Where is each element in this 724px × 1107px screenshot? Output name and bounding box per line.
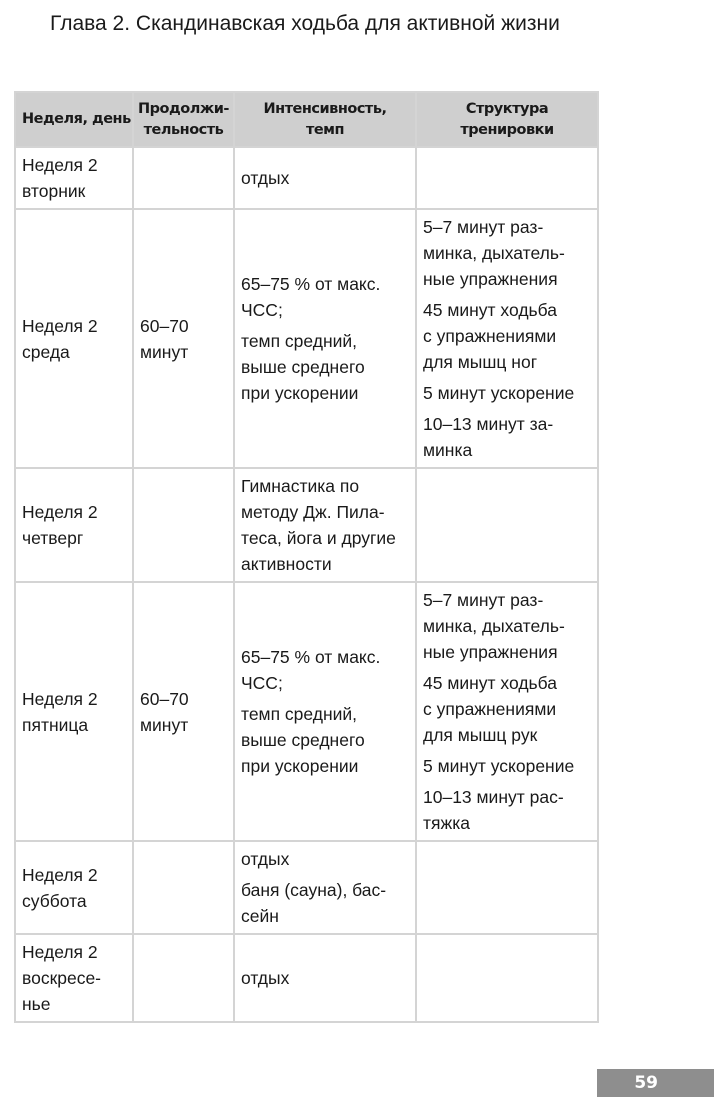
- cell-day: [15, 209, 133, 468]
- cell-line: Неделя 2: [22, 155, 98, 175]
- cell-line: для мышц рук: [423, 725, 538, 745]
- header-duration: Продолжи- тельность: [133, 92, 234, 147]
- table-row: [15, 209, 598, 468]
- cell-paragraph: [423, 587, 593, 665]
- cell-line: сейн: [241, 906, 279, 926]
- cell-paragraph: [423, 670, 593, 748]
- cell-duration: [133, 934, 234, 1022]
- cell-line: тяжка: [423, 813, 470, 833]
- cell-duration: [133, 147, 234, 209]
- cell-line: ЧСС;: [241, 673, 283, 693]
- cell-line: баня (сауна), бас-: [241, 880, 387, 900]
- cell-line: 45 минут ходьба: [423, 673, 558, 693]
- cell-structure: [416, 582, 598, 841]
- cell-paragraph: [241, 328, 411, 406]
- cell-line: ЧСС;: [241, 300, 283, 320]
- cell-paragraph: [241, 877, 411, 929]
- cell-intensity: [234, 468, 416, 582]
- cell-structure: [416, 468, 598, 582]
- cell-line: 65–75 % от макс.: [241, 274, 381, 294]
- cell-duration: [133, 468, 234, 582]
- header-structure: Структура тренировки: [416, 92, 598, 147]
- cell-line: при ускорении: [241, 756, 359, 776]
- cell-line: 5 минут ускорение: [423, 383, 575, 403]
- cell-line: выше среднего: [241, 357, 365, 377]
- header-day: Неделя, день: [15, 92, 133, 147]
- cell-line: минка: [423, 440, 473, 460]
- cell-paragraph: [241, 701, 411, 779]
- cell-line: методу Дж. Пила-: [241, 502, 385, 522]
- cell-line: темп средний,: [241, 704, 358, 724]
- cell-paragraph: [241, 965, 411, 991]
- cell-line: 10–13 минут за-: [423, 414, 554, 434]
- cell-line: Неделя 2: [22, 864, 98, 885]
- table-row: [15, 468, 598, 582]
- cell-line: 5–7 минут раз-: [423, 217, 544, 237]
- cell-line: отдых: [241, 168, 290, 188]
- cell-line: Неделя 2: [22, 315, 98, 336]
- cell-intensity: [234, 209, 416, 468]
- cell-paragraph: [241, 644, 411, 696]
- cell-paragraph: [423, 297, 593, 375]
- cell-paragraph: [423, 411, 593, 463]
- cell-line: отдых: [241, 849, 290, 869]
- cell-line: Неделя 2: [22, 688, 98, 709]
- cell-line: с упражнениями: [423, 326, 557, 346]
- cell-line: воскресе-: [22, 968, 102, 988]
- cell-structure: [416, 147, 598, 209]
- cell-line: минут: [140, 341, 189, 362]
- cell-day: [15, 582, 133, 841]
- cell-line: вторник: [22, 181, 86, 201]
- cell-paragraph: [423, 753, 593, 779]
- cell-line: 5–7 минут раз-: [423, 590, 544, 610]
- cell-intensity: [234, 934, 416, 1022]
- cell-paragraph: [241, 271, 411, 323]
- cell-line: ные упражнения: [423, 642, 558, 662]
- cell-paragraph: [241, 473, 411, 577]
- cell-line: Гимнастика по: [241, 476, 360, 496]
- cell-paragraph: [241, 846, 411, 872]
- cell-day: [15, 841, 133, 934]
- cell-line: среда: [22, 341, 70, 362]
- cell-line: четверг: [22, 528, 84, 548]
- cell-paragraph: [241, 165, 411, 191]
- cell-line: нье: [22, 994, 51, 1014]
- cell-duration: [133, 209, 234, 468]
- cell-line: ные упражнения: [423, 269, 558, 289]
- cell-duration: [133, 841, 234, 934]
- cell-line: 60–70: [140, 688, 189, 709]
- cell-line: пятница: [22, 714, 89, 735]
- cell-structure: [416, 209, 598, 468]
- cell-line: минка, дыхатель-: [423, 616, 565, 636]
- table-row: [15, 147, 598, 209]
- cell-line: Неделя 2: [22, 942, 98, 962]
- cell-line: 45 минут ходьба: [423, 300, 558, 320]
- cell-intensity: [234, 841, 416, 934]
- cell-paragraph: [423, 380, 593, 406]
- cell-line: теса, йога и другие: [241, 528, 396, 548]
- cell-line: активности: [241, 554, 332, 574]
- cell-line: 10–13 минут рас-: [423, 787, 564, 807]
- cell-structure: [416, 934, 598, 1022]
- cell-paragraph: [423, 784, 593, 836]
- cell-paragraph: [423, 214, 593, 292]
- cell-line: Неделя 2: [22, 502, 98, 522]
- page-number: 59: [597, 1069, 714, 1097]
- cell-line: 5 минут ускорение: [423, 756, 575, 776]
- cell-line: для мышц ног: [423, 352, 538, 372]
- table-header-row: [15, 92, 598, 147]
- cell-line: суббота: [22, 890, 87, 911]
- cell-line: отдых: [241, 968, 290, 988]
- cell-line: 60–70: [140, 315, 189, 336]
- cell-line: темп средний,: [241, 331, 358, 351]
- header-intensity: Интенсивность, темп: [234, 92, 416, 147]
- cell-intensity: [234, 147, 416, 209]
- cell-intensity: [234, 582, 416, 841]
- cell-day: [15, 934, 133, 1022]
- table-row: [15, 934, 598, 1022]
- chapter-title: Глава 2. Скандинавская ходьба для активной жизни: [50, 12, 560, 35]
- table-row: [15, 582, 598, 841]
- cell-structure: [416, 841, 598, 934]
- cell-line: минка, дыхатель-: [423, 243, 565, 263]
- cell-duration: [133, 582, 234, 841]
- cell-day: [15, 147, 133, 209]
- cell-day: [15, 468, 133, 582]
- cell-line: выше среднего: [241, 730, 365, 750]
- cell-line: с упражнениями: [423, 699, 557, 719]
- cell-line: минут: [140, 714, 189, 735]
- training-schedule-table: [14, 91, 599, 1023]
- cell-line: при ускорении: [241, 383, 359, 403]
- cell-line: 65–75 % от макс.: [241, 647, 381, 667]
- table-row: [15, 841, 598, 934]
